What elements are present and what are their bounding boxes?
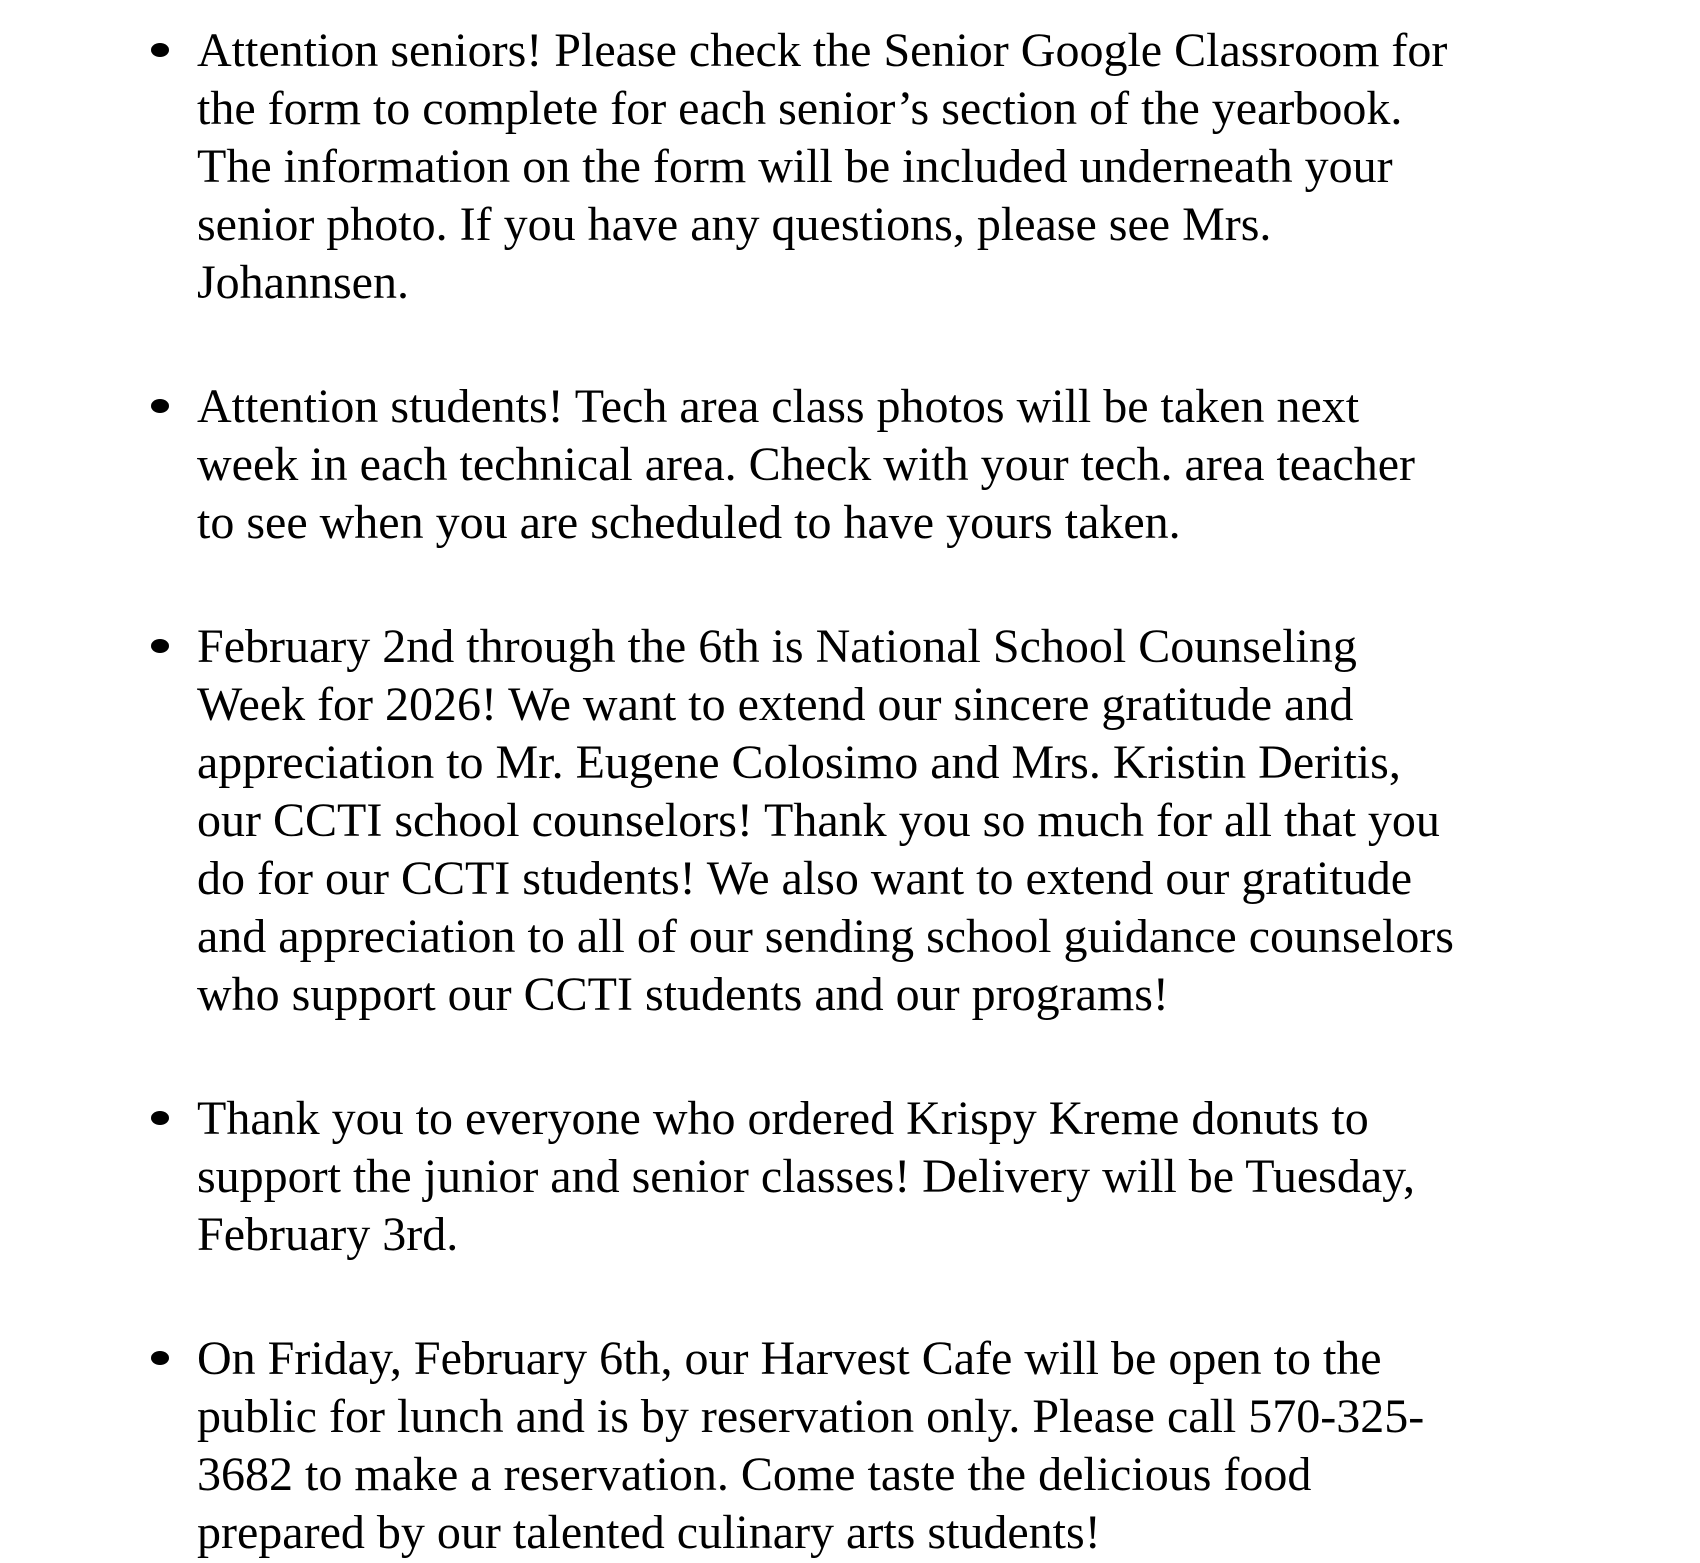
announcement-line: prepared by our talented culinary arts students! (197, 1506, 1101, 1559)
announcement-line: public for lunch and is by reservation only. Please call 570-325- (197, 1390, 1425, 1443)
announcement-line: and appreciation to all of our sending school guidance counselors (197, 910, 1454, 963)
announcement-line: Attention students! Tech area class photos will be taken next (197, 380, 1360, 433)
bullet-icon (151, 639, 169, 653)
announcement-line: appreciation to Mr. Eugene Colosimo and Mrs. Kristin Deritis, (197, 736, 1401, 789)
announcement-line: On Friday, February 6th, our Harvest Cafe will be open to the (197, 1332, 1382, 1385)
announcement-line: 3682 to make a reservation. Come taste the delicious food (197, 1448, 1312, 1501)
announcement-line: the form to complete for each senior’s section of the yearbook. (197, 82, 1403, 135)
announcement-line: Attention seniors! Please check the Senior Google Classroom for (197, 24, 1448, 77)
bullet-icon (151, 1351, 169, 1365)
announcement-line: week in each technical area. Check with your tech. area teacher (197, 438, 1415, 491)
announcement-line: senior photo. If you have any questions, please see Mrs. (197, 198, 1272, 251)
announcement-line: support the junior and senior classes! Delivery will be Tuesday, (197, 1150, 1416, 1203)
announcement-line: to see when you are scheduled to have yours taken. (197, 496, 1181, 549)
announcement-line: who support our CCTI students and our programs! (197, 968, 1169, 1021)
announcement-item (197, 618, 1700, 1024)
announcement-item (197, 1090, 1700, 1264)
announcement-line: our CCTI school counselors! Thank you so much for all that you (197, 794, 1440, 847)
announcement-line: do for our CCTI students! We also want to extend our gratitude (197, 852, 1412, 905)
announcement-item (197, 1330, 1700, 1562)
bullet-icon (151, 399, 169, 413)
announcement-item (197, 22, 1700, 312)
announcement-item (197, 378, 1700, 552)
announcement-line: February 3rd. (197, 1208, 459, 1261)
announcement-line: Johannsen. (197, 256, 409, 309)
bullet-icon (151, 1111, 169, 1125)
announcement-line: February 2nd through the 6th is National School Counseling (197, 620, 1357, 673)
bullet-icon (151, 43, 169, 57)
announcement-line: Thank you to everyone who ordered Krispy Kreme donuts to (197, 1092, 1369, 1145)
announcement-line: The information on the form will be included underneath your (197, 140, 1393, 193)
announcement-line: Week for 2026! We want to extend our sincere gratitude and (197, 678, 1354, 731)
